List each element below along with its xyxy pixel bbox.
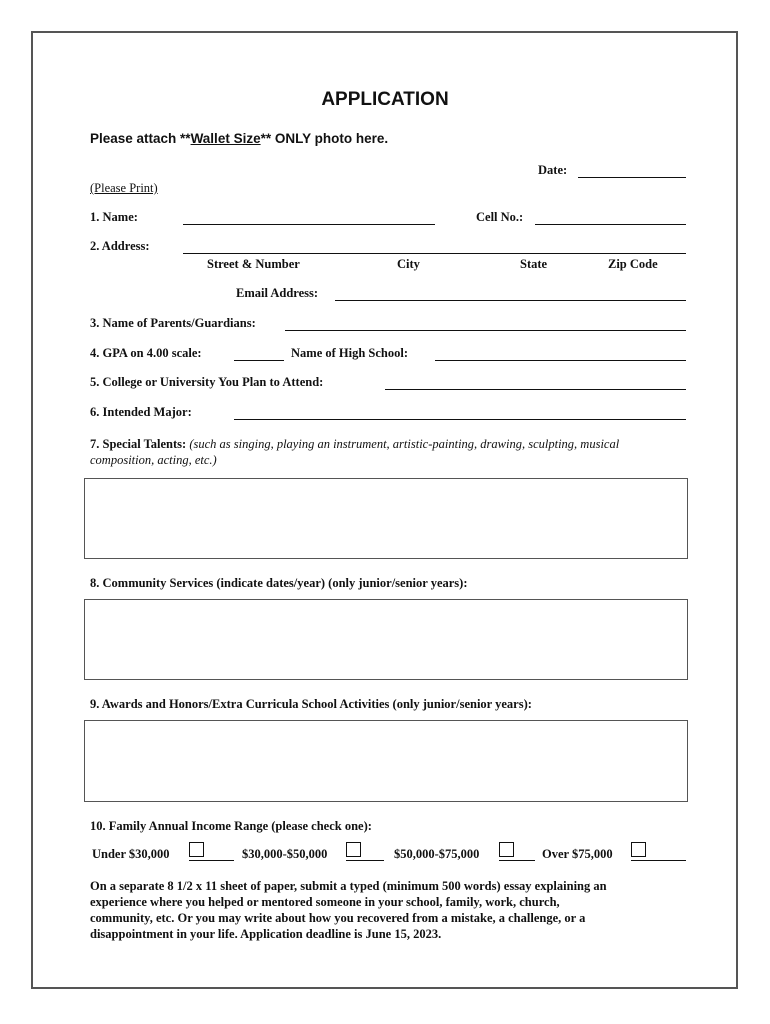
income-line-3 — [499, 860, 535, 861]
school-field[interactable] — [435, 360, 686, 361]
zip-sublabel: Zip Code — [608, 257, 658, 271]
community-label: 8. Community Services (indicate dates/year) (only junior/senior years): — [90, 576, 468, 590]
talents-label: 7. Special Talents: (such as singing, playing an instrument, artistic-painting, drawing, sculpting, musical — [90, 437, 620, 451]
street-sublabel: Street & Number — [207, 257, 300, 271]
state-sublabel: State — [520, 257, 548, 271]
essay-line-3: community, etc. Or you may write about how you recovered from a mistake, a challenge, or a — [90, 911, 586, 925]
school-label: Name of High School: — [291, 346, 409, 360]
income-checkbox-under-30k[interactable] — [189, 842, 204, 857]
income-option-50k-75k: $50,000-$75,000 — [394, 847, 480, 861]
page-title: APPLICATION — [321, 89, 449, 110]
gpa-label: 4. GPA on 4.00 scale: — [90, 346, 202, 360]
photo-note: Please attach **Wallet Size** ONLY photo here. — [90, 131, 389, 146]
parents-label: 3. Name of Parents/Guardians: — [90, 316, 256, 330]
city-sublabel: City — [397, 257, 420, 271]
college-field[interactable] — [385, 389, 686, 390]
essay-line-4: disappointment in your life. Application deadline is June 15, 2023. — [90, 927, 442, 941]
talents-hint: composition, acting, etc.) — [90, 453, 217, 467]
income-checkbox-over-75k[interactable] — [631, 842, 646, 857]
cell-field[interactable] — [535, 224, 686, 225]
print-note: (Please Print) — [90, 181, 158, 195]
email-label: Email Address: — [236, 286, 319, 300]
income-checkbox-30k-50k[interactable] — [346, 842, 361, 857]
parents-field[interactable] — [285, 330, 686, 331]
email-field[interactable] — [335, 300, 686, 301]
essay-line-1: On a separate 8 1/2 x 11 sheet of paper, submit a typed (minimum 500 words) essay explaining an — [90, 879, 607, 893]
major-label: 6. Intended Major: — [90, 405, 192, 419]
income-line-2 — [346, 860, 384, 861]
essay-line-2: experience where you helped or mentored someone in your school, family, work, church, — [90, 895, 560, 909]
income-option-under-30k: Under $30,000 — [92, 847, 170, 861]
community-textbox[interactable] — [84, 599, 688, 680]
date-field[interactable] — [578, 177, 686, 178]
address-label: 2. Address: — [90, 239, 150, 253]
awards-label: 9. Awards and Honors/Extra Curricula School Activities (only junior/senior years): — [90, 697, 532, 711]
income-line-4 — [631, 860, 686, 861]
talents-textbox[interactable] — [84, 478, 688, 559]
gpa-field[interactable] — [234, 360, 284, 361]
income-label: 10. Family Annual Income Range (please check one): — [90, 819, 372, 833]
awards-textbox[interactable] — [84, 720, 688, 802]
address-field[interactable] — [183, 253, 686, 254]
date-label: Date: — [538, 163, 568, 177]
income-option-30k-50k: $30,000-$50,000 — [242, 847, 328, 861]
major-field[interactable] — [234, 419, 686, 420]
college-label: 5. College or University You Plan to Attend: — [90, 375, 324, 389]
name-field[interactable] — [183, 224, 435, 225]
income-option-over-75k: Over $75,000 — [542, 847, 613, 861]
income-line-1 — [189, 860, 234, 861]
name-label: 1. Name: — [90, 210, 138, 224]
income-checkbox-50k-75k[interactable] — [499, 842, 514, 857]
cell-label: Cell No.: — [476, 210, 524, 224]
